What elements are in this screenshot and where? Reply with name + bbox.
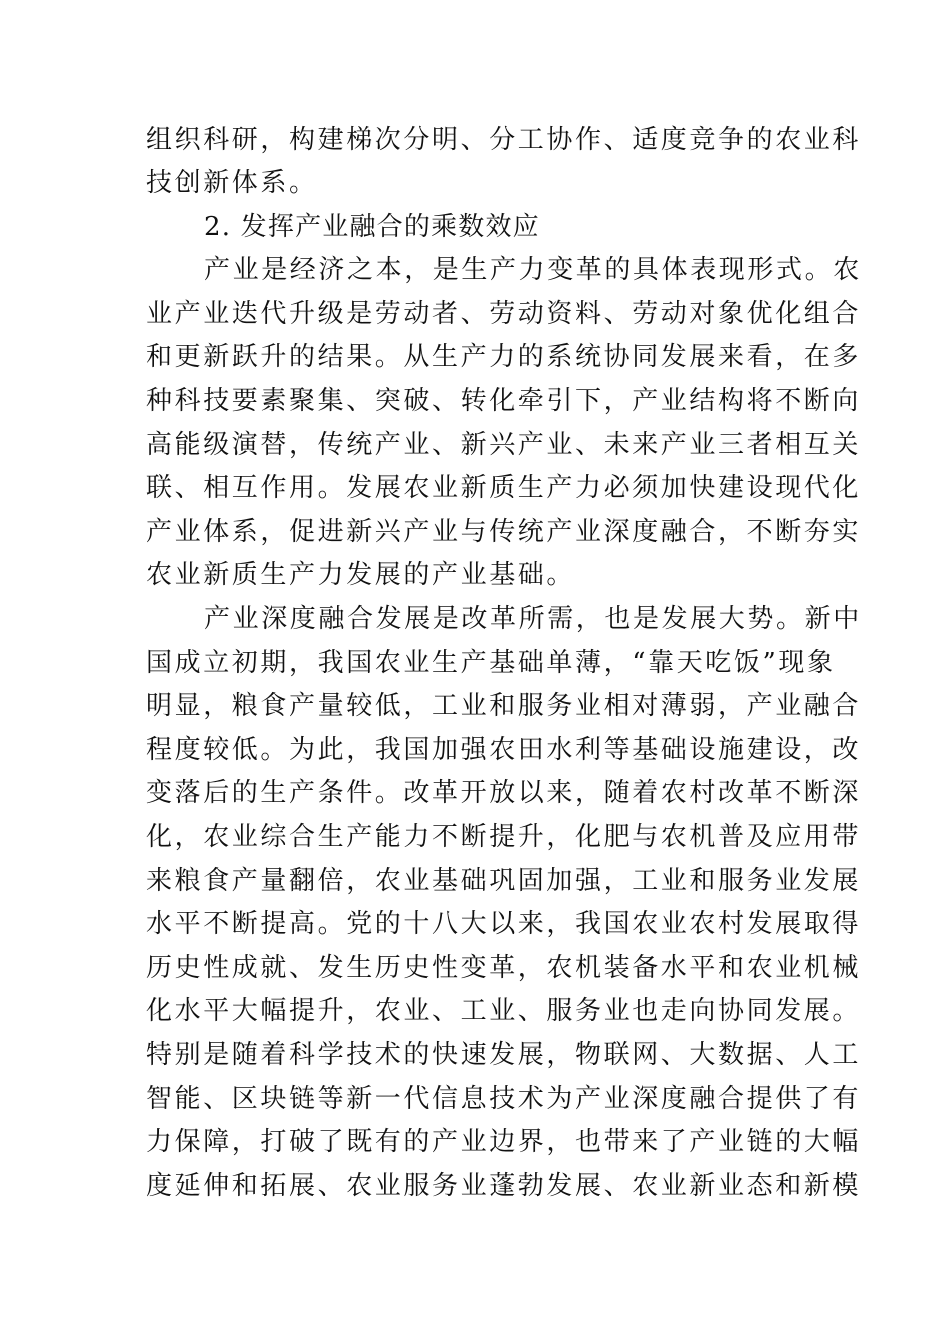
text-line: 化，农业综合生产能力不断提升，化肥与农机普及应用带 — [146, 822, 862, 852]
text-line: 程度较低。为此，我国加强农田水利等基础设施建设，改 — [146, 735, 862, 765]
text-line: 来粮食产量翻倍，农业基础巩固加强，工业和服务业发展 — [146, 866, 862, 896]
text-line: 联、相互作用。发展农业新质生产力必须加快建设现代化 — [146, 473, 862, 503]
text-line: 度延伸和拓展、农业服务业蓬勃发展、农业新业态和新模 — [146, 1171, 862, 1201]
text-line: 智能、区块链等新一代信息技术为产业深度融合提供了有 — [146, 1084, 862, 1114]
text-line: 产业是经济之本，是生产力变革的具体表现形式。农 — [204, 255, 862, 285]
text-line: 水平不断提高。党的十八大以来，我国农业农村发展取得 — [146, 909, 862, 939]
text-line: 产业深度融合发展是改革所需，也是发展大势。新中 — [204, 604, 862, 634]
section-heading: 2. 发挥产业融合的乘数效应 — [204, 212, 540, 242]
text-line: 组织科研，构建梯次分明、分工协作、适度竞争的农业科 — [146, 125, 862, 155]
text-line: 国成立初期，我国农业生产基础单薄，“靠天吃饭”现象 — [146, 648, 836, 678]
text-line: 技创新体系。 — [146, 168, 318, 198]
text-line: 历史性成就、发生历史性变革，农机装备水平和农业机械 — [146, 953, 862, 983]
text-line: 化水平大幅提升，农业、工业、服务业也走向协同发展。 — [146, 996, 862, 1026]
text-line: 农业新质生产力发展的产业基础。 — [146, 560, 576, 590]
text-line: 明显，粮食产量较低，工业和服务业相对薄弱，产业融合 — [146, 691, 862, 721]
text-line: 业产业迭代升级是劳动者、劳动资料、劳动对象优化组合 — [146, 299, 862, 329]
text-line: 产业体系，促进新兴产业与传统产业深度融合，不断夯实 — [146, 517, 862, 547]
text-line: 力保障，打破了既有的产业边界，也带来了产业链的大幅 — [146, 1127, 862, 1157]
text-line: 特别是随着科学技术的快速发展，物联网、大数据、人工 — [146, 1040, 862, 1070]
text-line: 变落后的生产条件。改革开放以来，随着农村改革不断深 — [146, 778, 862, 808]
text-line: 高能级演替，传统产业、新兴产业、未来产业三者相互关 — [146, 430, 862, 460]
text-line: 种科技要素聚集、突破、转化牵引下，产业结构将不断向 — [146, 386, 862, 416]
text-line: 和更新跃升的结果。从生产力的系统协同发展来看，在多 — [146, 342, 862, 372]
